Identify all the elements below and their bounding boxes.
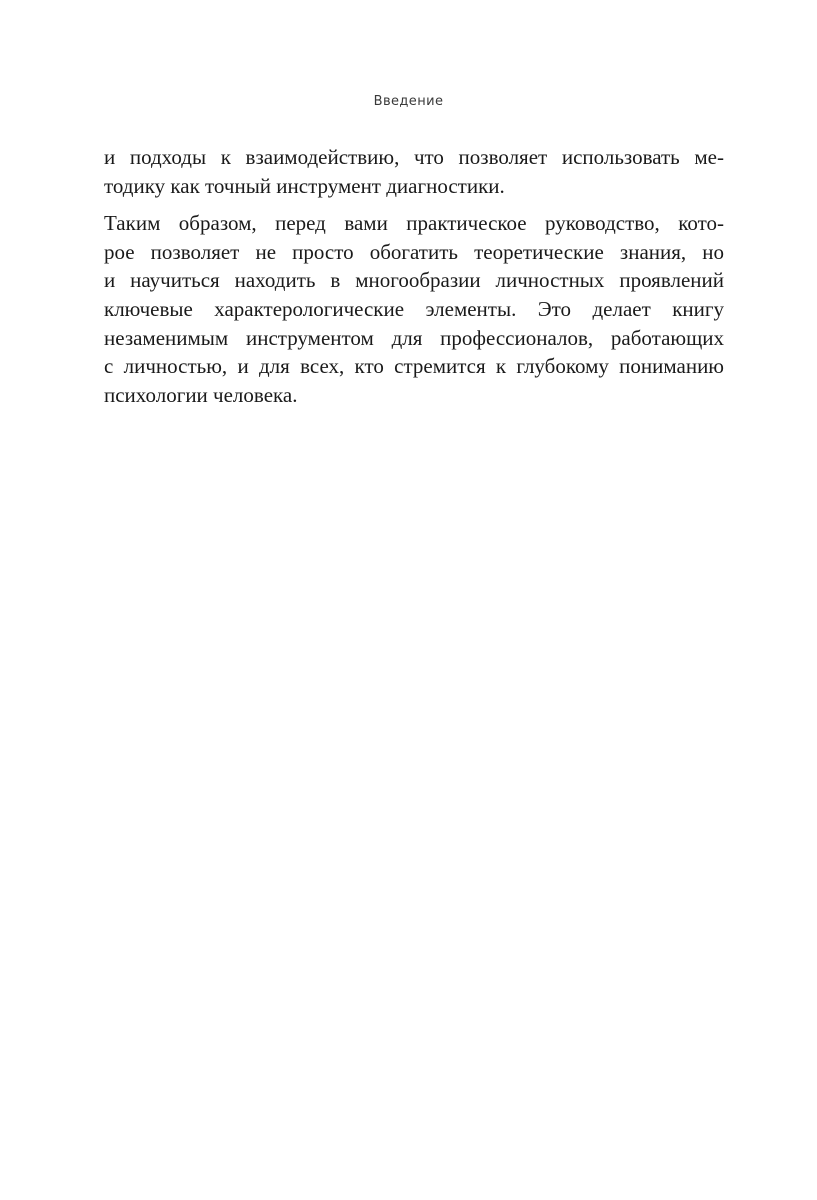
text-line: с личностью, и для всех, кто стремится к глубокому пониманию <box>104 354 724 379</box>
text-line: тодику как точный инструмент диагностики. <box>104 173 505 198</box>
text-line: и подходы к взаимодействию, что позволяет использовать ме- <box>104 145 724 169</box>
text-line: незаменимым инструментом для профессионалов, работающих <box>104 325 724 350</box>
text-line: ключевые характерологические элементы. Это делает книгу <box>104 296 724 321</box>
text-line: психологии человека. <box>104 382 298 407</box>
running-header: Введение <box>373 94 444 109</box>
text-line: и научиться находить в многообразии личностных проявлений <box>104 268 724 293</box>
paragraph <box>104 209 724 409</box>
paragraph <box>104 143 724 200</box>
text-line: Таким образом, перед вами практическое руководство, кото- <box>104 211 724 236</box>
text-line: рое позволяет не просто обогатить теоретические знания, но <box>104 239 724 264</box>
body-text <box>104 143 724 409</box>
